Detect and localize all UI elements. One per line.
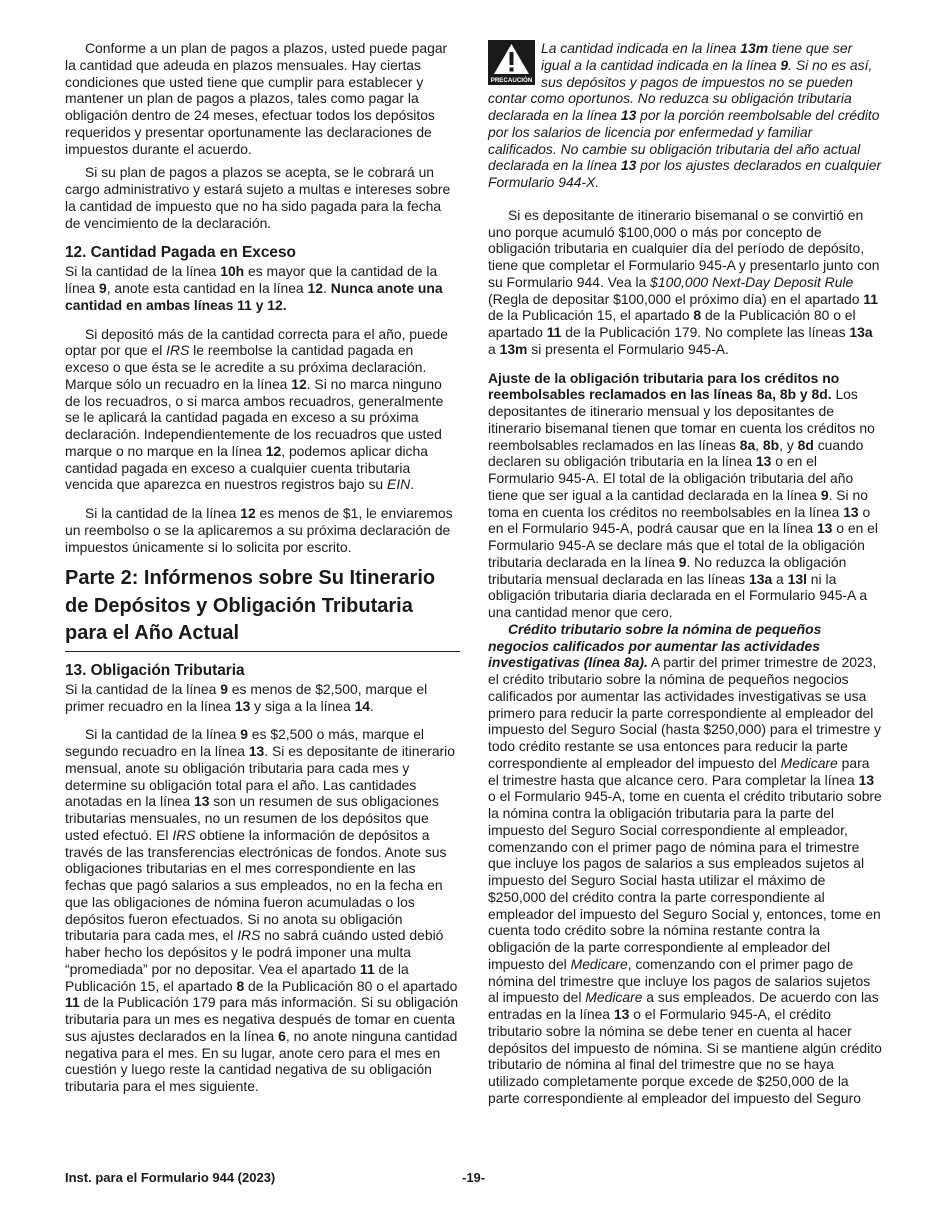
paragraph-line-13-intro: Si la cantidad de la línea 9 es menos de $2,500, marque el primer recuadro en la línea 13 y siga a la línea 14. [65,680,428,714]
left-column [65,40,460,1095]
paragraph-line-12-intro: Si la cantidad de la línea 10h es mayor que la cantidad de la línea 9, anote esta cantidad en la línea 12. Nunca anote una cantidad en ambas líneas 11 y 12. [65,263,443,313]
caution-note [488,40,883,191]
runin-credito: Crédito tributario sobre la nómina de pequeños negocios calificados por aumentar las actividades investigativas (línea 8a). [488,620,822,671]
runin-ajuste: Ajuste de la obligación tributaria para los créditos no reembolsables reclamados en las líneas 8a, 8b y 8d. [488,369,840,403]
paragraph-installment-plan: Conforme a un plan de pagos a plazos, usted puede pagar la cantidad que adeuda en plazos mensuales. Hay ciertas condiciones que usted tiene que cumplir para establecer y mantener un plan de pagos a plazos, tales como pagar la obligación dentro de 24 meses, efectuar todos los depósitos requeridos y presentar oportunamente las declaraciones de impuestos durante el acuerdo. [65,40,448,157]
paragraph-caution: La cantidad indicada en la línea 13m tiene que ser igual a la cantidad indicada en la línea 9. Si no es así, sus depósitos y pagos de impuestos no se pueden contar como oportunos. No reduzca su obligación tributaria declarada en la línea 13 por la porción reembolsable del crédito por los salarios de licencia por enfermedad y familiar calificados. No cambie su obligación tributaria del año actual declarada en la línea 13 por los ajustes declarados en cualquier Formulario 944-X. [488,40,882,190]
caution-label: PRECAUCIÓN [490,77,533,84]
footer-form-title: Inst. para el Formulario 944 (2023) [65,1170,276,1185]
paragraph-overpayment-under-1: Si la cantidad de la línea 12 es menos de $1, le enviaremos un reembolso o se la aplicaremos a su próxima declaración de impuestos únicamente si lo solicita por escrito. [65,505,453,555]
right-column [488,40,883,1107]
page-number: -19- [462,1170,486,1185]
paragraph-research-credit: Crédito tributario sobre la nómina de pequeños negocios calificados por aumentar las actividades investigativas (línea 8a). A partir del primer trimestre de 2023, el crédito tributario sobre la nómina de pequeños negocios calificados por aumentar las actividades investigativas se usa primero para reducir la parte correspondiente al empleador del impuesto del Seguro Social (hasta $250,000) para el trimestre y todo crédito restante se usa entonces para reducir la parte correspondiente al empleador del impuesto del Medicare para el trimestre hasta que alcance cero. Para completar la línea 13 o el Formulario 945-A, tome en cuenta el crédito tributario sobre la nómina contra la obligación tributaria para la parte del impuesto del Seguro Social correspondiente al empleador, comenzando con el primer pago de nómina para el trimestre que incluye los pagos de salarios a sus empleados sujetos al impuesto del Seguro Social hasta utilizar el máximo de $250,000 del crédito contra la parte correspondiente al empleador del impuesto del Seguro Social y, entonces, tome en cuenta todo crédito sobre la nómina restante contra la obligación de la parte correspondiente al empleador del impuesto del Medicare, comenzando con el primer pago de nómina del trimestre que incluye los pagos de salarios sujetos al impuesto del Medicare a sus empleados. De acuerdo con las entradas en la línea 13 o el Formulario 945-A, el crédito tributario sobre la nómina se debe tener en cuenta al hacer depósitos del impuesto de nómina. Si se mantiene algún crédito tributario de nómina al final del trimestre que no se haya utilizado completamente porque excede de $250,000 de la parte correspondiente al empleador del impuesto del Seguro [488,620,882,1106]
paragraph-line-13-monthly: Si la cantidad de la línea 9 es $2,500 o más, marque el segundo recuadro en la línea 13. Si es depositante de itinerario mensual, anote su obligación tributaria para cada mes y determine su obligación total para el año. Las cantidades anotadas en la línea 13 son un resumen de sus obligaciones tributarias mensuales, no un resumen de los depósitos que usted efectuó. El IRS obtiene la información de depósitos a través de las transferencias electrónicas de fondos. Anote sus obligaciones tributarias en el mes correspondiente en las fechas que pagó salarios a sus empleados, no en la fecha en que las obligaciones de nómina fueron acumuladas o los depósitos fueron efectuados. Si no anota su obligación tributaria para cada mes, el IRS no sabrá cuándo usted debió haber hecho los depósitos y le podrá imponer una multa “promediada” por no depositar. Vea el apartado 11 de la Publicación 15, el apartado 8 de la Publicación 80 o el apartado 11 de la Publicación 179 para más información. Si su obligación tributaria para un mes es negativa después de tomar en cuenta sus ajustes declarados en la línea 6, no anote ninguna cantidad negativa para el mes. En su lugar, anote cero para el mes en cuestión y luego reste la cantidad negativa de su obligación tributaria para el mes siguiente. [65,726,459,1094]
caution-icon [488,40,535,85]
paragraph-installment-fee: Si su plan de pagos a plazos se acepta, se le cobrará un cargo administrativo y estará sujeto a multas e intereses sobre la cantidad de impuesto que no ha sido pagada para la fecha de vencimiento de la declaración. [65,164,451,231]
paragraph-nonrefundable-adjustment: Ajuste de la obligación tributaria para los créditos no reembolsables reclamados en las líneas 8a, 8b y 8d. Los depositantes de itinerario mensual y los depositantes de itinerario bisemanal tienen que tomar en cuenta los créditos no reembolsables reclamados en las líneas 8a, 8b, y 8d cuando declaren su obligación tributaria en la línea 13 o en el Formulario 945-A. El total de la obligación tributaria del año tiene que ser igual a la cantidad declarada en la línea 9. Si no toma en cuenta los créditos no reembolsables en la línea 13 o en el Formulario 945-A, podrá causar que en la línea 13 o en el Formulario 945-A se declare más que el total de la obligación tributaria declarada en la línea 9. No reduzca la obligación tributaria mensual declarada en las líneas 13a a 13l ni la obligación tributaria diaria declarada en el Formulario 945-A a una cantidad menor que cero. [488,369,878,620]
paragraph-semiweekly: Si es depositante de itinerario bisemanal o se convirtió en uno porque acumuló $100,000 o más por concepto de obligación tributaria en cualquier día del período de depósito, tiene que completar el Formulario 945-A y presentarlo junto con su Formulario 944. Vea la $100,000 Next-Day Deposit Rule (Regla de depositar $100,000 el próximo día) en el apartado 11 de la Publicación 15, el apartado 8 de la Publicación 80 o el apartado 11 de la Publicación 179. No complete las líneas 13a a 13m si presenta el Formulario 945-A. [488,206,880,357]
heading-line-12: 12. Cantidad Pagada en Exceso [65,244,296,262]
paragraph-overpayment-options: Si depositó más de la cantidad correcta para el año, puede optar por que el IRS le reembolse la cantidad pagada en exceso o que ésta se le acredite a su próxima declaración. Marque sólo un recuadro en la línea 12. Si no marca ninguno de los recuadros, o si marca ambos recuadros, generalmente se le aplicará la cantidad pagada en exceso a su próxima declaración. Independientemente de los recuadros que usted marque o no marque en la línea 12, podemos aplicar dicha cantidad pagada en exceso a cualquier cuenta tributaria vencida que aparezca en nuestros registros bajo su EIN. [65,325,448,493]
heading-line-13: 13. Obligación Tributaria [65,661,245,679]
part-divider [65,651,460,652]
heading-part-2: Parte 2: Infórmenos sobre Su Itinerario de Depósitos y Obligación Tributaria para el Año Actual [65,567,436,645]
